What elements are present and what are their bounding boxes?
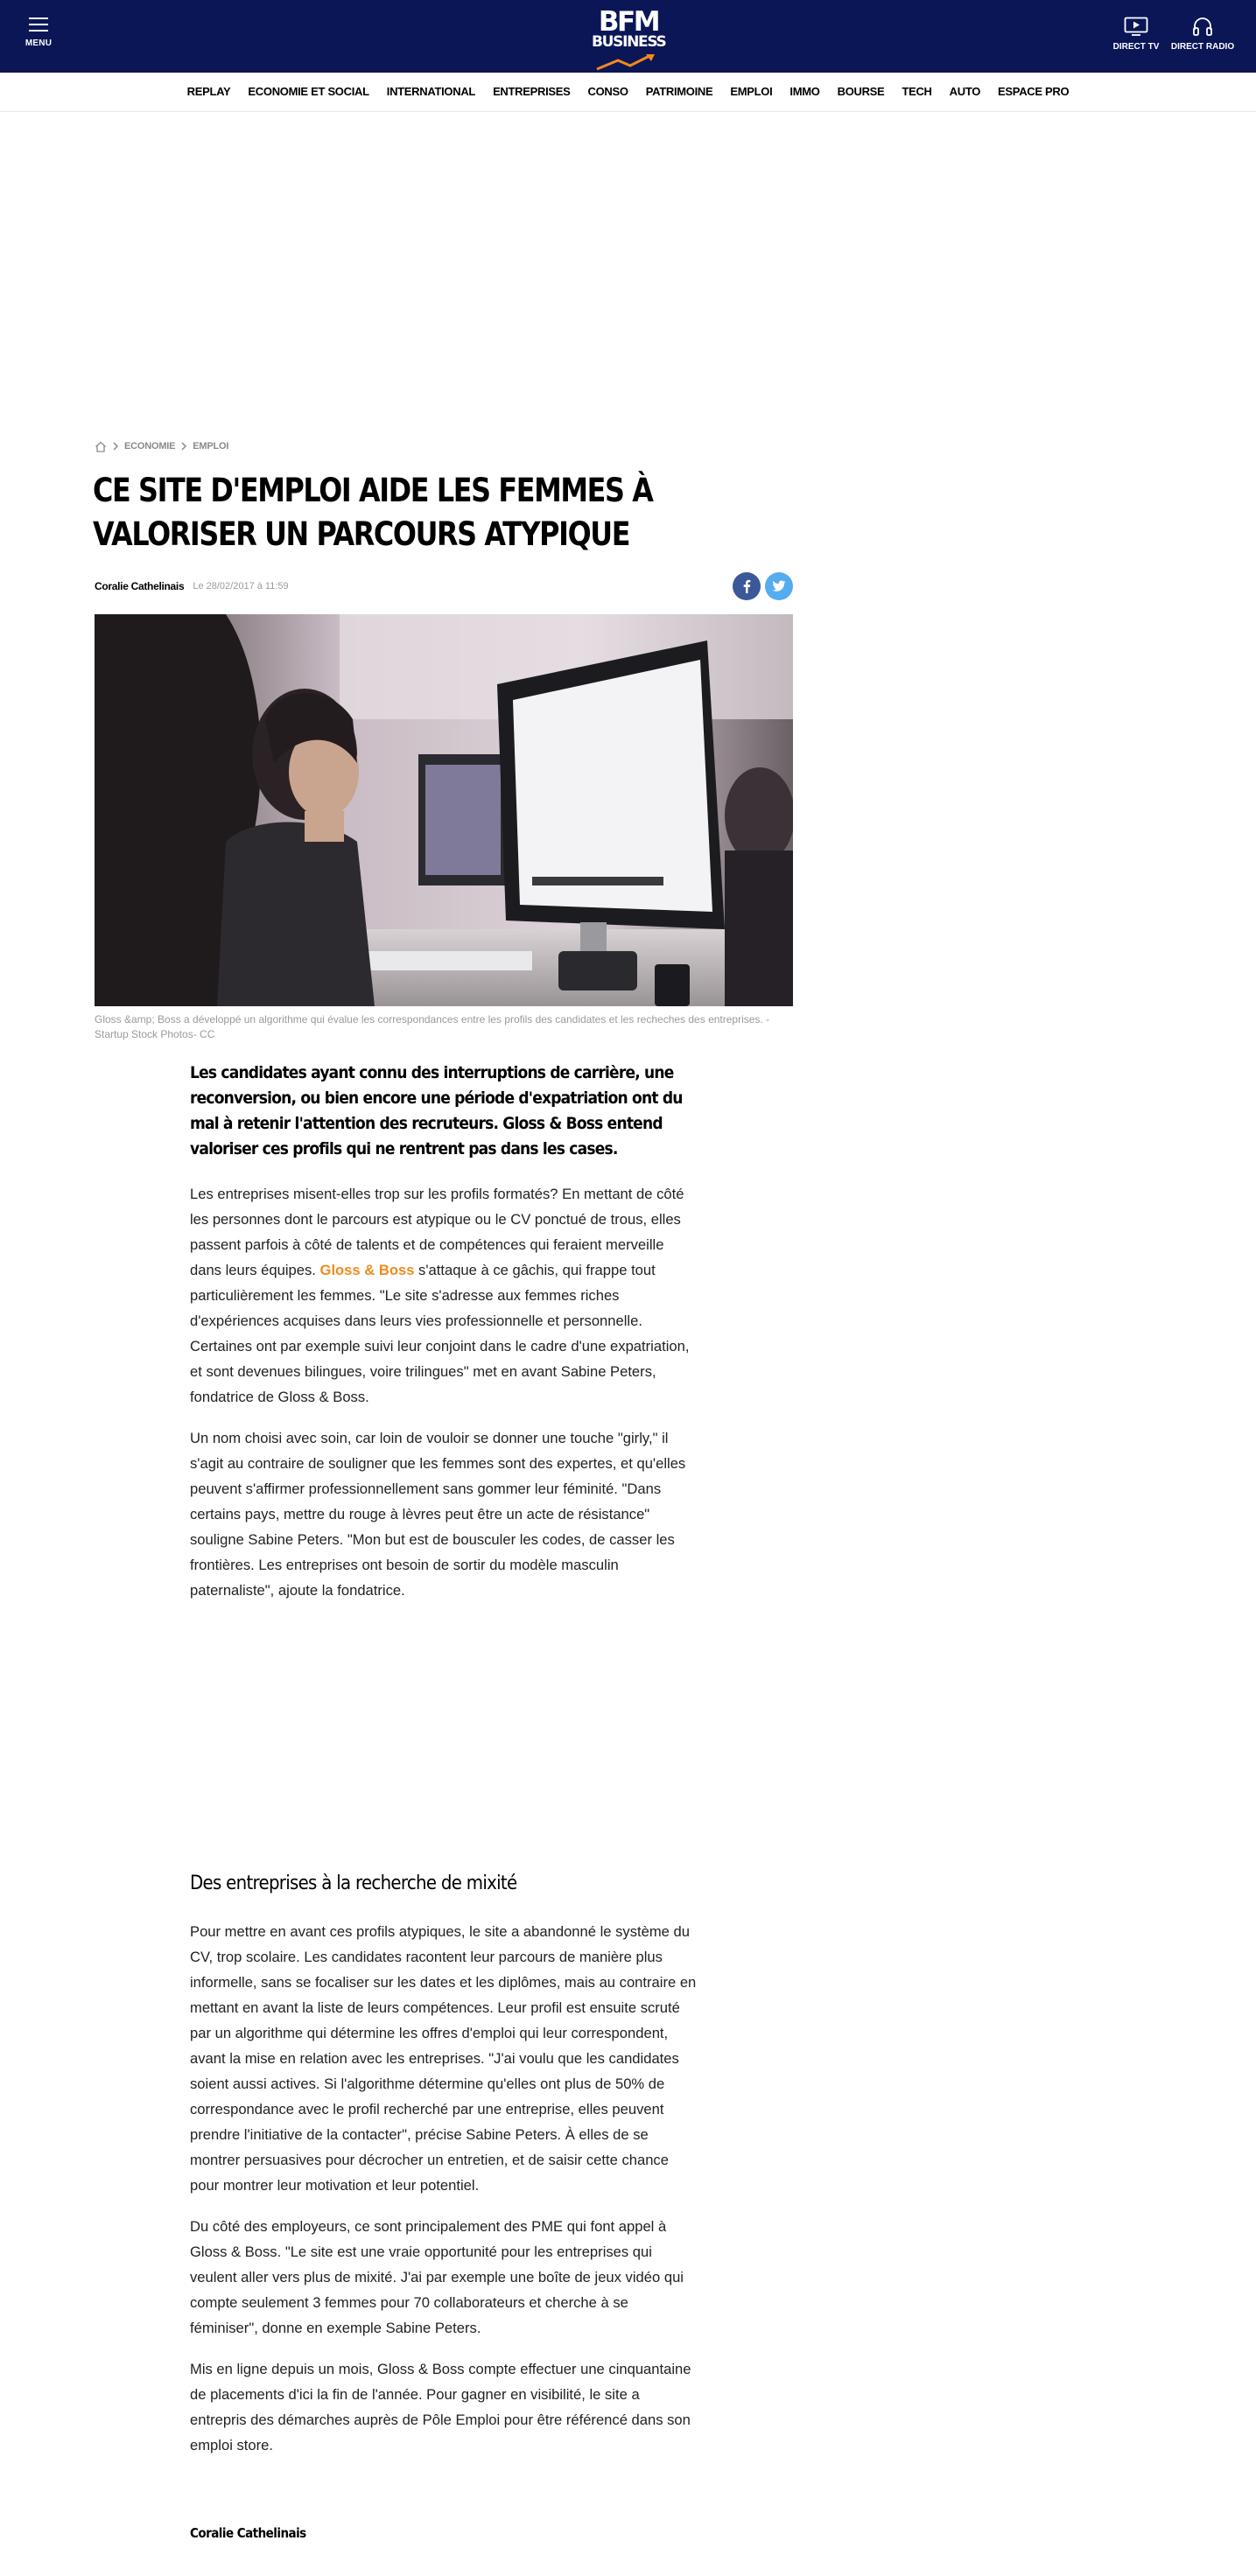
- direct-tv-button[interactable]: [1110, 16, 1162, 52]
- nav-item-tech[interactable]: TECH: [902, 85, 932, 98]
- direct-radio-button[interactable]: [1169, 16, 1236, 52]
- nav-item-entreprises[interactable]: ENTREPRISES: [493, 85, 571, 98]
- top-header: [0, 0, 1256, 73]
- nav-item-conso[interactable]: CONSO: [587, 85, 628, 98]
- ad-slot-top: [0, 112, 1256, 427]
- twitter-icon: [772, 580, 786, 592]
- breadcrumb-emploi[interactable]: EMPLOI: [193, 441, 229, 452]
- article-body-continued: [190, 1870, 699, 2474]
- nav-item-immo[interactable]: IMMO: [789, 85, 820, 98]
- ad-slot-inline: [190, 1645, 699, 1855]
- tv-play-icon: [1124, 17, 1148, 36]
- article-body: [190, 1060, 699, 1619]
- menu-button[interactable]: [25, 18, 53, 56]
- publish-date: Le 28/02/2017 à 11:59: [193, 581, 289, 592]
- chevron-right-icon: [112, 442, 119, 451]
- nav-item-auto[interactable]: AUTO: [949, 85, 981, 98]
- logo-text-bfm: BFM: [598, 6, 659, 38]
- office-photo-illustration: [95, 614, 793, 1006]
- article-lead: Les candidates ayant connu des interruptions de carrière, une reconversion, ou bien encore une période d'expatriation ont du mal à retenir l'attention des recruteurs. Gloss & Boss entend valoriser ces profils qui ne rentrent pas dans les cases.: [190, 1063, 683, 1158]
- main-nav: [0, 73, 1256, 112]
- byline: [95, 579, 289, 593]
- direct-radio-label: DIRECT RADIO: [1170, 42, 1235, 52]
- paragraph-1-text-a: Les entreprises misent-elles trop sur les profils formatés? En mettant de côté les personnes dont le parcours est atypique ou le CV ponctué de trous, elles passent parfois à côté de talents et de compétences qui feraient merveille dans leurs équipes.: [190, 1186, 684, 1278]
- article-title: CE SITE D'EMPLOI AIDE LES FEMMES À VALORISER UN PARCOURS ATYPIQUE: [93, 472, 653, 553]
- home-icon[interactable]: [95, 441, 107, 452]
- article-paragraph-4: Du côté des employeurs, ce sont principalement des PME qui font appel à Gloss & Boss. "Le site est une vraie opportunité pour les entreprises qui veulent aller vers plus de mixité. J'ai par exemple une boîte de jeux vidéo qui compte seulement 3 femmes pour 70 collaborateurs et cherche à se féminiser", donne en exemple Sabine Peters.: [190, 2218, 684, 2336]
- nav-item-espace-pro[interactable]: ESPACE PRO: [998, 85, 1070, 98]
- headphones-icon: [1192, 17, 1213, 36]
- breadcrumb-economie[interactable]: ECONOMIE: [124, 441, 176, 452]
- article-paragraph-5: Mis en ligne depuis un mois, Gloss & Boss compte effectuer une cinquantaine de placements d'ici la fin de l'année. Pour gagner en visibilité, le site a entrepris des démarches auprès de Pôle Emploi pour être référencé dans son emploi store.: [190, 2361, 691, 2454]
- logo-arrow-icon: [595, 54, 662, 72]
- article-signature: Coralie Cathelinais: [190, 2525, 306, 2541]
- nav-item-patrimoine[interactable]: PATRIMOINE: [645, 85, 713, 98]
- image-caption: Gloss &amp; Boss a développé un algorithme qui évalue les correspondances entre les profils des candidates et les recheches des entreprises. - Startup Stock Photos- CC: [95, 1013, 770, 1040]
- hamburger-icon: [29, 18, 48, 32]
- article-paragraph-1: [190, 1181, 699, 1410]
- breadcrumb: [95, 438, 228, 454]
- nav-item-bourse[interactable]: BOURSE: [837, 85, 885, 98]
- chevron-right-icon: [180, 442, 187, 451]
- direct-tv-label: DIRECT TV: [1112, 42, 1160, 52]
- share-facebook-button[interactable]: [733, 572, 761, 600]
- nav-item-international[interactable]: INTERNATIONAL: [386, 85, 476, 98]
- nav-list: [0, 85, 1256, 98]
- author-name[interactable]: Coralie Cathelinais: [95, 580, 185, 592]
- article-image: [95, 614, 793, 1006]
- nav-item-emploi[interactable]: EMPLOI: [730, 85, 773, 98]
- nav-item-replay[interactable]: REPLAY: [186, 85, 231, 98]
- article-paragraph-3: Pour mettre en avant ces profils atypiques, le site a abandonné le système du CV, trop scolaire. Les candidates racontent leur parcours de manière plus informelle, sans se focaliser sur les dates et les diplômes, mais au contraire en mettant en avant la liste de leurs compétences. Leur profil est ensuite scruté par un algorithme qui détermine les offres d'emploi qui leur correspondent, avant la mise en relation avec les entreprises. "J'ai voulu que les candidates soient aussi actives. Si l'algorithme détermine qu'elles ont plus de 50% de correspondance avec le profil recherché par une entreprise, elles peuvent prendre l'initiative de la contacter", précise Sabine Peters. À elles de se montrer persuasives pour décrocher un entretien, et de saisir cette chance pour montrer leur motivation et leur potentiel.: [190, 1923, 697, 2194]
- bfm-business-logo[interactable]: [592, 6, 666, 72]
- nav-item-economie-et-social[interactable]: ECONOMIE ET SOCIAL: [248, 85, 369, 98]
- article-paragraph-2: Un nom choisi avec soin, car loin de vouloir se donner une touche "girly," il s'agit au contraire de souligner que les femmes sont des expertes, et qu'elles peuvent s'affirmer professionnellement sans gommer leur féminité. "Dans certains pays, mettre du rouge à lèvres peut être un acte de résistance" souligne Sabine Peters. "Mon but est de bousculer les codes, de casser les frontières. Les entreprises ont besoin de sortir du modèle masculin paternaliste", ajoute la fondatrice.: [190, 1430, 686, 1599]
- paragraph-1-text-b: s'attaque à ce gâchis, qui frappe tout particulièrement les femmes. "Le site s'adresse aux femmes riches d'expériences acquises dans leurs vies professionnelle et personnelle. Certaines ont par exemple suivi leur conjoint dans le cadre d'une expatriation, et sont devenues bilingues, voire trilingues" met en avant Sabine Peters, fondatrice de Gloss & Boss.: [190, 1262, 690, 1405]
- facebook-icon: [740, 579, 753, 593]
- logo-text-business: BUSINESS: [592, 33, 666, 51]
- section-heading: Des entreprises à la recherche de mixité: [190, 1872, 517, 1894]
- menu-label: MENU: [25, 38, 53, 48]
- gloss-boss-link[interactable]: Gloss & Boss: [319, 1262, 415, 1278]
- share-twitter-button[interactable]: [765, 572, 793, 600]
